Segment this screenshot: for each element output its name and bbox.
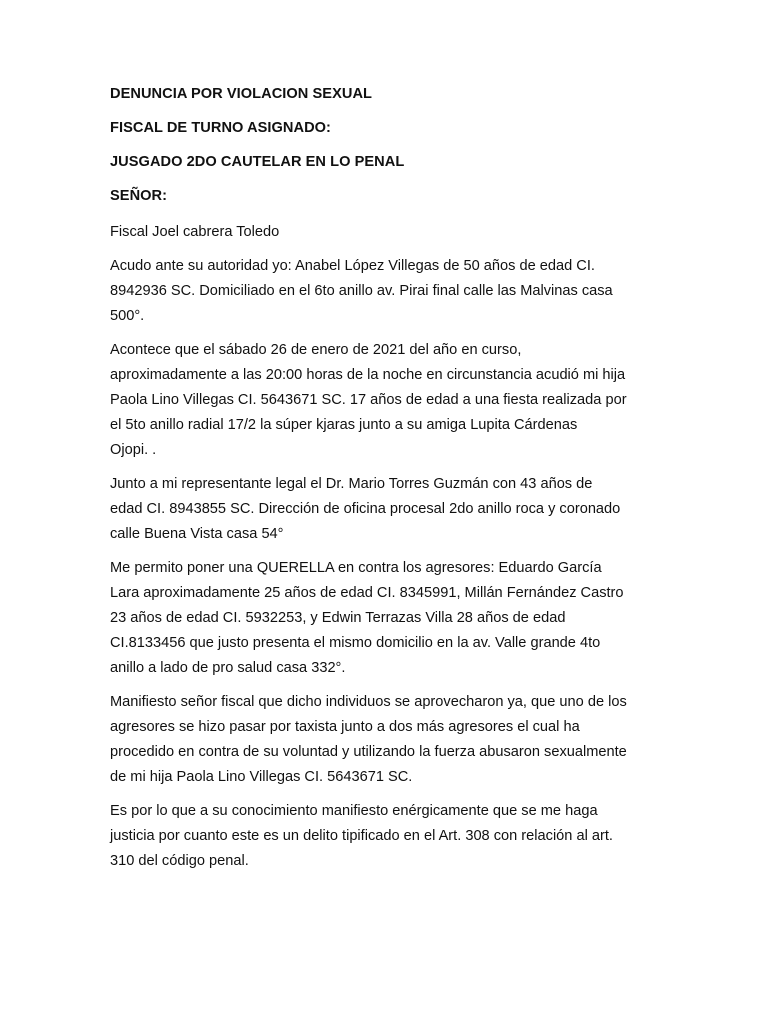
- text-line: procedido en contra de su voluntad y utilizando la fuerza abusaron sexualmente: [110, 744, 627, 760]
- text-line: Lara aproximadamente 25 años de edad CI. 8345991, Millán Fernández Castro: [110, 585, 624, 601]
- text-line: Paola Lino Villegas CI. 5643671 SC. 17 años de edad a una fiesta realizada por: [110, 392, 627, 408]
- paragraph-addressee: [110, 220, 662, 245]
- text-line: Me permito poner una QUERELLA en contra los agresores: Eduardo García: [110, 560, 602, 576]
- paragraph-events: [110, 338, 662, 463]
- text-line: aproximadamente a las 20:00 horas de la noche en circunstancia acudió mi hija: [110, 367, 626, 383]
- document-body: [110, 84, 662, 883]
- paragraph-legal-representative: [110, 472, 662, 547]
- text-line: Ojopi. .: [110, 442, 157, 458]
- paragraph-statement: [110, 690, 662, 790]
- text-line: el 5to anillo radial 17/2 la súper kjaras junto a su amiga Lupita Cárdenas: [110, 417, 578, 433]
- text-line: calle Buena Vista casa 54°: [110, 526, 284, 542]
- text-line: edad CI. 8943855 SC. Dirección de oficina procesal 2do anillo roca y coronado: [110, 501, 621, 517]
- text-line: anillo a lado de pro salud casa 332°.: [110, 660, 346, 676]
- text-line: Junto a mi representante legal el Dr. Mario Torres Guzmán con 43 años de: [110, 476, 593, 492]
- text-line: Es por lo que a su conocimiento manifiesto enérgicamente que se me haga: [110, 803, 598, 819]
- paragraph-request: [110, 799, 662, 874]
- text-line: 500°.: [110, 308, 145, 324]
- text-line: de mi hija Paola Lino Villegas CI. 5643671 SC.: [110, 769, 413, 785]
- text-line: 23 años de edad CI. 5932253, y Edwin Terrazas Villa 28 años de edad: [110, 610, 566, 626]
- text-line: Acontece que el sábado 26 de enero de 2021 del año en curso,: [110, 342, 522, 358]
- heading-fiscal-assigned: FISCAL DE TURNO ASIGNADO:: [110, 120, 331, 136]
- text-line: justicia por cuanto este es un delito tipificado en el Art. 308 con relación al art.: [110, 828, 613, 844]
- paragraph-complainant: [110, 254, 662, 329]
- paragraph-complaint: [110, 556, 662, 681]
- text-line: Manifiesto señor fiscal que dicho individuos se aprovecharon ya, que uno de los: [110, 694, 627, 710]
- text-line: agresores se hizo pasar por taxista junto a dos más agresores el cual ha: [110, 719, 580, 735]
- text-line: CI.8133456 que justo presenta el mismo domicilio en la av. Valle grande 4to: [110, 635, 601, 651]
- text-line: Fiscal Joel cabrera Toledo: [110, 224, 280, 240]
- text-line: 8942936 SC. Domiciliado en el 6to anillo av. Pirai final calle las Malvinas casa: [110, 283, 613, 299]
- text-line: Acudo ante su autoridad yo: Anabel López Villegas de 50 años de edad CI.: [110, 258, 595, 274]
- text-line: 310 del código penal.: [110, 853, 249, 869]
- heading-salutation: SEÑOR:: [110, 188, 168, 204]
- heading-court: JUSGADO 2DO CAUTELAR EN LO PENAL: [110, 154, 405, 170]
- document-title: DENUNCIA POR VIOLACION SEXUAL: [110, 86, 372, 102]
